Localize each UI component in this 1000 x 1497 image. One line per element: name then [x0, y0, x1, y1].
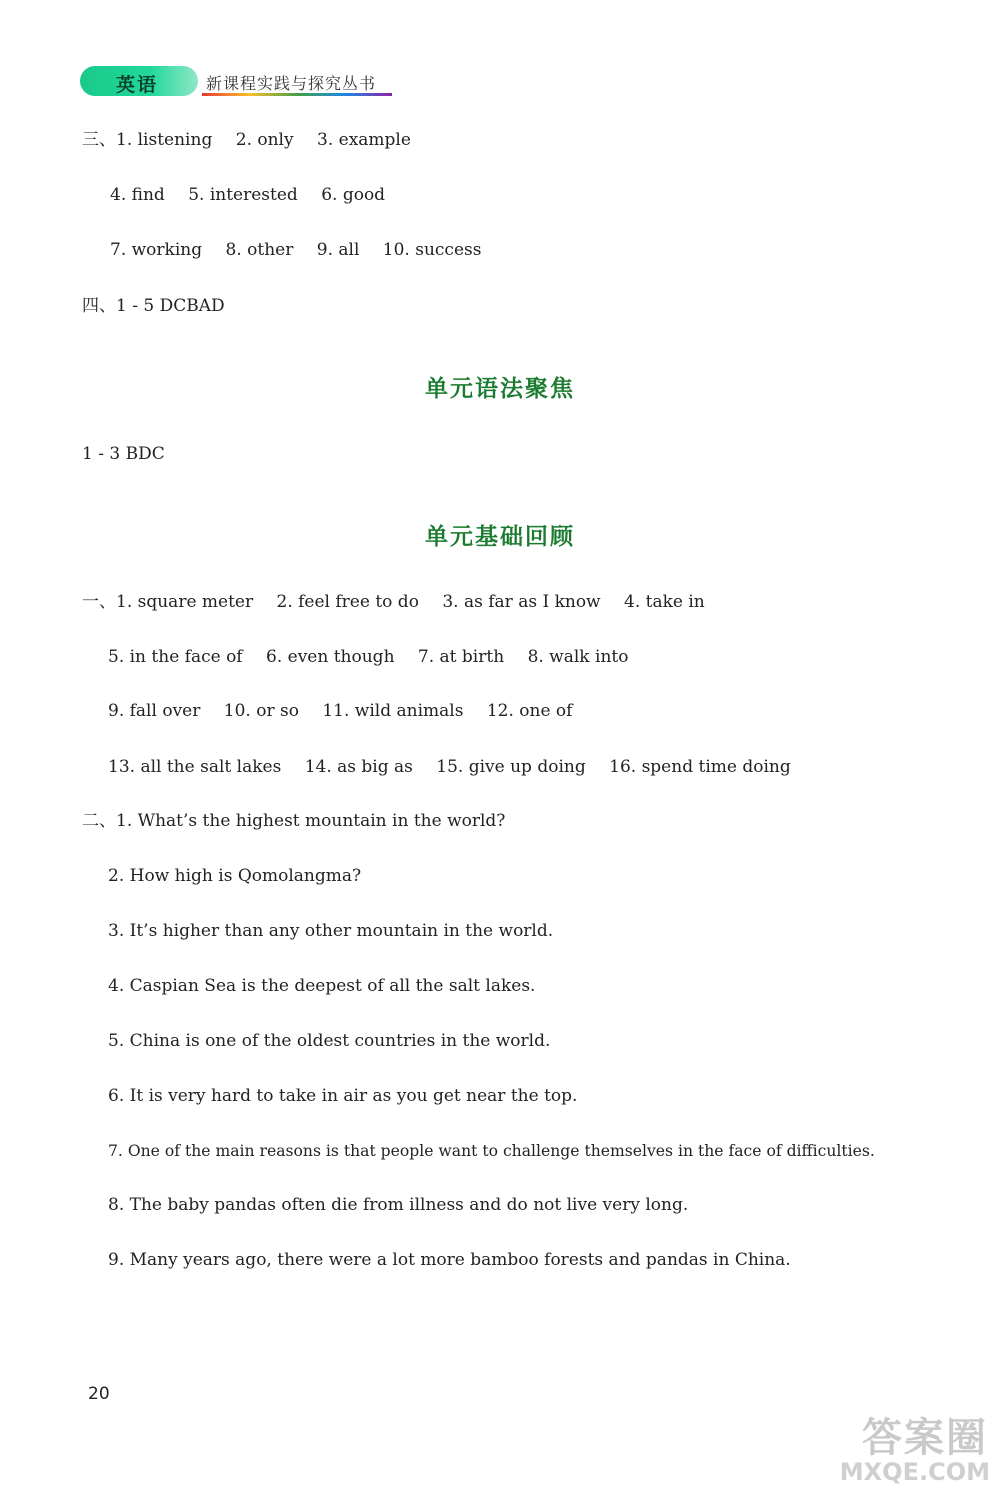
- watermark-url: MXQE.COM: [839, 1458, 990, 1486]
- answer-line: [110, 185, 385, 205]
- answer-item: 3. example: [317, 130, 411, 150]
- answer-item: 5. in the face of: [108, 647, 243, 667]
- sentence-answer: 5. China is one of the oldest countries in the world.: [108, 1031, 551, 1051]
- answer-item: 2. only: [235, 130, 294, 150]
- answer-item: 10. or so: [223, 701, 299, 721]
- answer-item: 6. good: [321, 185, 386, 205]
- answer-item: 5. interested: [188, 185, 298, 205]
- answer-line: [108, 757, 791, 777]
- answer-item: 一、1. square meter: [82, 592, 254, 612]
- subject-badge: [80, 66, 198, 96]
- answer-line: 四、1 - 5 DCBAD: [82, 296, 225, 316]
- section-title-grammar: 单元语法聚焦: [425, 376, 575, 402]
- answer-item: 10. success: [382, 240, 482, 260]
- answer-item: 4. take in: [624, 592, 705, 612]
- watermark-text: 答案圈: [862, 1415, 988, 1461]
- series-underline: [202, 93, 392, 96]
- answer-item: 13. all the salt lakes: [108, 757, 282, 777]
- page-number: 20: [88, 1384, 110, 1404]
- answer-item: 2. feel free to do: [276, 592, 419, 612]
- answer-item: 三、1. listening: [82, 130, 213, 150]
- answer-line: [82, 592, 705, 612]
- answer-item: 6. even though: [266, 647, 395, 667]
- answer-line: 1 - 3 BDC: [82, 444, 165, 464]
- answer-item: 16. spend time doing: [609, 757, 791, 777]
- page-header: [80, 62, 400, 98]
- answer-item: 15. give up doing: [436, 757, 586, 777]
- sentence-answer: 2. How high is Qomolangma?: [108, 866, 362, 886]
- section-title-review: 单元基础回顾: [425, 524, 575, 550]
- answer-item: 3. as far as I know: [442, 592, 601, 612]
- sentence-answer: 3. It’s higher than any other mountain in the world.: [108, 921, 554, 941]
- answer-line: [108, 647, 628, 667]
- answer-item: 14. as big as: [304, 757, 413, 777]
- answer-item: 8. other: [225, 240, 294, 260]
- answer-item: 7. at birth: [417, 647, 505, 667]
- answer-item: 7. working: [110, 240, 203, 260]
- answer-item: 9. fall over: [108, 701, 201, 721]
- sentence-answer: 8. The baby pandas often die from illness and do not live very long.: [108, 1195, 689, 1215]
- answer-line: [110, 240, 481, 260]
- answer-item: 12. one of: [486, 701, 573, 721]
- watermark-logo: [808, 1406, 994, 1494]
- answer-item: 9. all: [316, 240, 360, 260]
- sentence-answer: 4. Caspian Sea is the deepest of all the salt lakes.: [108, 976, 536, 996]
- subject-label: 英语: [116, 74, 159, 96]
- sentence-answer: 9. Many years ago, there were a lot more bamboo forests and pandas in China.: [108, 1250, 791, 1270]
- answer-line: [108, 701, 572, 721]
- answer-item: 11. wild animals: [322, 701, 464, 721]
- sentence-answer: 二、1. What’s the highest mountain in the world?: [82, 811, 506, 831]
- sentence-answer: 7. One of the main reasons is that people want to challenge themselves in the face of difficulties.: [108, 1142, 875, 1160]
- answer-line: [82, 130, 411, 150]
- answer-item: 8. walk into: [527, 647, 629, 667]
- sentence-answer: 6. It is very hard to take in air as you get near the top.: [108, 1086, 578, 1106]
- answer-item: 4. find: [110, 185, 165, 205]
- series-title: 新课程实践与探究丛书: [206, 74, 377, 93]
